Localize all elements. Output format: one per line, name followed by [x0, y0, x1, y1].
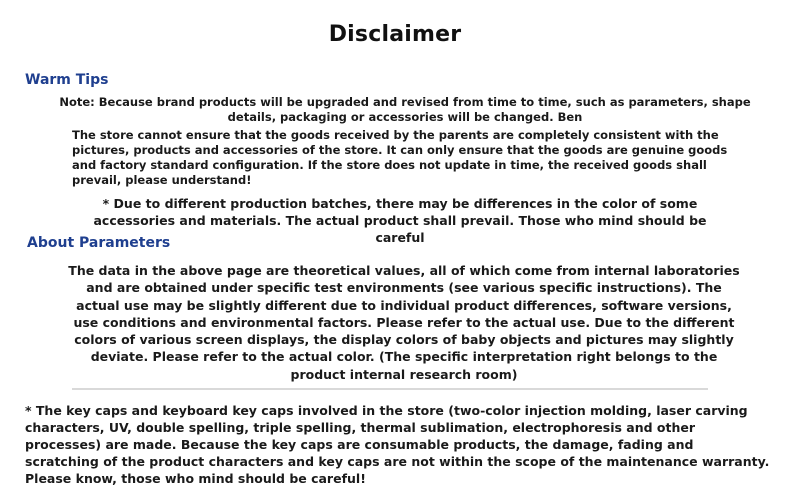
warm-tips-batch-notice: * Due to different production batches, there may be differences in the color of some accessories and materials. The actual product shall prevail. Those who mind should be careful: [93, 196, 707, 245]
about-parameters-heading: About Parameters: [27, 235, 171, 251]
page-title: Disclaimer: [328, 22, 462, 47]
keycaps-warranty-notice: * The key caps and keyboard key caps involved in the store (two-color injection molding, laser carving characters, UV, double spelling, triple spelling, thermal sublimation, electrophoresis and other processes) are made. Because the key caps are consumable products, the damage, fading and scratching of the product characters and key caps are not within the scope of the maintenance warranty. Please know, those who mind should be careful!: [25, 403, 770, 486]
section-divider: [72, 388, 708, 390]
about-parameters-text: The data in the above page are theoretical values, all of which come from internal laboratories and are obtained under specific test environments (see various specific instructions). The actual use may be slightly different due to individual product differences, software versions, use conditions and environmental factors. Please refer to the actual use. Due to the different colors of various screen displays, the display colors of baby objects and pictures may slightly deviate. Please refer to the actual color. (The specific interpretation right belongs to the product internal research room): [68, 263, 740, 382]
warm-tips-heading: Warm Tips: [25, 72, 109, 88]
warm-tips-note: Note: Because brand products will be upgraded and revised from time to time, such as parameters, shape details, packaging or accessories will be changed. Ben: [59, 95, 751, 124]
warm-tips-store-notice: The store cannot ensure that the goods received by the parents are completely consistent with the pictures, products and accessories of the store. It can only ensure that the goods are genuine goods and factory standard configuration. If the store does not update in time, the received goods shall prevail, please understand!: [72, 128, 728, 187]
